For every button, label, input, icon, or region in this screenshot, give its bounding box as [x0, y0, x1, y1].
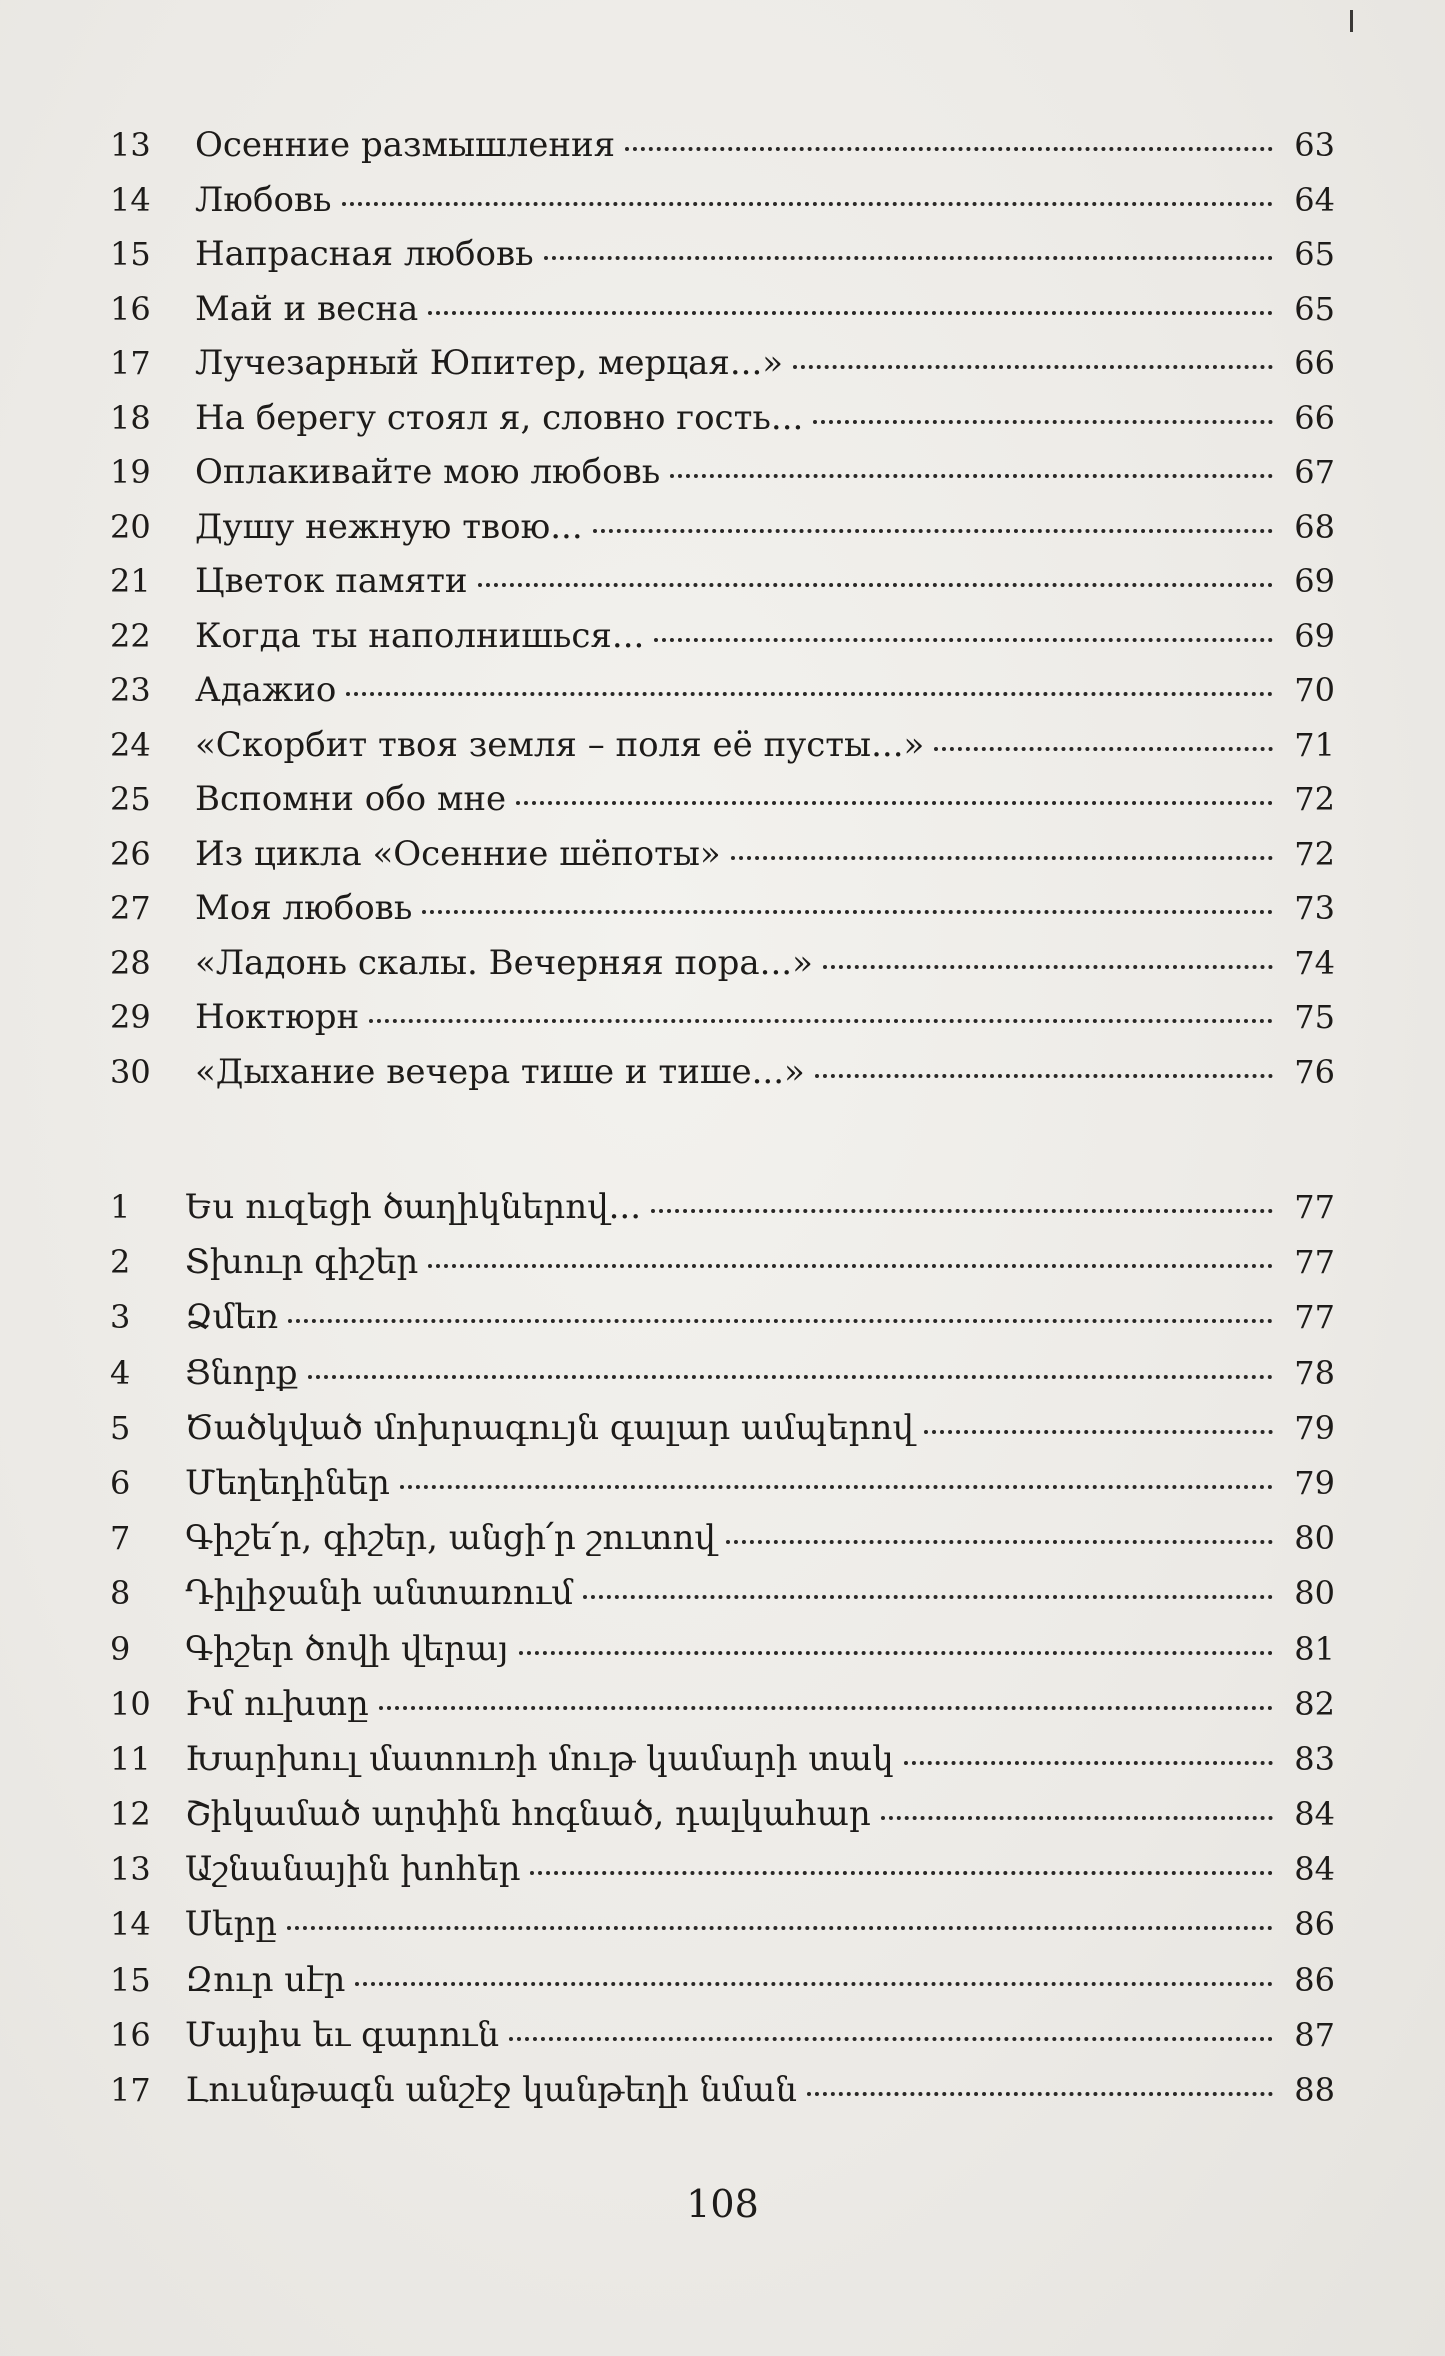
toc-entry-title: Շիկամած արփին հոգնած, դալկահար [185, 1794, 871, 1835]
toc-entry-title: Осенние размышления [195, 125, 616, 165]
toc-entry-title: Զուր սէր [185, 1959, 346, 2000]
toc-entry [110, 179, 1335, 238]
dot-leader [342, 202, 1273, 206]
toc-entry-page: 67 [1294, 453, 1335, 491]
dot-leader [904, 1761, 1273, 1765]
toc-entry-title: «Дыхание вечера тише и тише...» [195, 1051, 805, 1092]
toc-entry-number: 28 [110, 943, 151, 982]
toc-entry-number: 22 [110, 616, 151, 655]
toc-entry-page: 86 [1294, 1960, 1335, 1999]
toc-entry-page: 80 [1294, 1519, 1335, 1558]
toc-entry-number: 15 [110, 235, 151, 273]
toc-entry [110, 1738, 1335, 1797]
toc-entry-title: Оплакивайте мою любовь [195, 452, 661, 492]
dot-leader [346, 692, 1273, 696]
toc-entry [110, 234, 1335, 292]
toc-entry-number: 18 [110, 398, 151, 437]
toc-entry-number: 10 [110, 1684, 151, 1723]
toc-entry [110, 1518, 1335, 1576]
page-number: 108 [686, 2182, 759, 2226]
toc-entry-page: 80 [1294, 1574, 1335, 1613]
dot-leader [934, 747, 1273, 751]
toc-entry-title: Адажио [195, 670, 337, 710]
toc-entry [110, 561, 1335, 619]
toc-entry-title: Սերը [185, 1904, 278, 1945]
dot-leader [807, 2092, 1273, 2096]
toc-entry-number: 19 [110, 453, 151, 491]
toc-entry [110, 1849, 1335, 1907]
toc-entry [110, 670, 1335, 728]
toc-entry-number: 2 [110, 1243, 131, 1282]
toc-entry [110, 1959, 1335, 2018]
toc-entry-number: 15 [110, 1960, 151, 1999]
toc-entry-title: Когда ты наполнишься... [195, 615, 645, 656]
toc-entry-number: 30 [110, 1052, 151, 1091]
toc-entry-number: 4 [110, 1353, 131, 1392]
toc-entry-page: 65 [1294, 235, 1335, 273]
toc-entry-title: Ես ուզեցի ծաղիկներով... [185, 1187, 642, 1227]
toc-entry-number: 7 [110, 1519, 131, 1558]
dot-leader [726, 1540, 1273, 1544]
dot-leader [670, 474, 1273, 478]
toc-entry-title: «Ладонь скалы. Вечерняя пора...» [195, 942, 813, 983]
toc-entry-title: «Скорбит твоя земля – поля её пусты...» [195, 724, 925, 765]
toc-entry-page: 65 [1294, 289, 1335, 328]
toc-entry-title: Լուսնթագն անշէջ կանթեղի նման [185, 2070, 798, 2110]
toc-entry-number: 23 [110, 671, 151, 709]
toc-entry-title: Цветок памяти [195, 561, 468, 601]
toc-entry-title: Գիշեր ծովի վերայ [185, 1628, 509, 1669]
dot-leader [369, 1019, 1273, 1023]
toc-entry-number: 14 [110, 180, 151, 219]
toc-entry-page: 63 [1294, 126, 1335, 164]
toc-entry-number: 6 [110, 1463, 131, 1502]
toc-entry-page: 72 [1294, 780, 1335, 818]
toc-entry [110, 997, 1335, 1055]
toc-entry-page: 86 [1294, 1905, 1335, 1944]
toc-entry-title: Любовь [195, 179, 332, 220]
toc-entry-page: 71 [1294, 725, 1335, 764]
toc-entry-number: 20 [110, 507, 151, 546]
toc-entry-page: 75 [1294, 998, 1335, 1036]
toc-entry-title: Գիշե՛ր, գիշեր, անցի՛ր շուտով [185, 1518, 716, 1559]
toc-entry-title: Խարխուլ մատուռի մութ կամարի տակ [185, 1738, 894, 1779]
page-corner-mark [1350, 10, 1353, 32]
dot-leader [379, 1706, 1273, 1710]
toc-entry [110, 1794, 1335, 1852]
toc-entry [110, 2014, 1335, 2073]
toc-entry-title: Май и весна [195, 288, 419, 329]
toc-entry-page: 69 [1294, 562, 1335, 600]
toc-entry-title: Из цикла «Осенние шёпоты» [195, 833, 721, 874]
toc-entry [110, 1407, 1335, 1466]
toc-entry-page: 66 [1294, 344, 1335, 382]
toc-entry-title: Ծածկված մոխրագույն գալար ամպերով [185, 1407, 914, 1448]
toc-entry-number: 13 [110, 1850, 151, 1889]
dot-leader [813, 420, 1273, 424]
toc-entry [110, 1683, 1335, 1742]
toc-entry-title: Ցնորք [185, 1352, 298, 1393]
toc-entry-page: 88 [1294, 2071, 1335, 2109]
toc-entry-number: 16 [110, 2015, 151, 2054]
toc-entry-number: 13 [110, 126, 151, 164]
dot-leader [355, 1982, 1273, 1986]
toc-entry-page: 84 [1294, 1795, 1335, 1834]
toc-entry [110, 125, 1335, 183]
dot-leader [516, 801, 1273, 805]
toc-entry-page: 76 [1294, 1052, 1335, 1091]
toc-entry [110, 1051, 1335, 1110]
toc-entry-number: 12 [110, 1795, 151, 1834]
toc-entry-title: Աշնանային խոհեր [185, 1849, 521, 1890]
toc-entry-page: 87 [1294, 2015, 1335, 2054]
toc-entry [110, 1573, 1335, 1631]
toc-entry-page: 70 [1294, 671, 1335, 709]
toc-entry-number: 5 [110, 1408, 131, 1447]
toc-entry-title: Իմ ուխտը [185, 1683, 369, 1724]
dot-leader [308, 1375, 1273, 1379]
toc-entry-page: 79 [1294, 1463, 1335, 1502]
toc-entry-number: 27 [110, 889, 151, 927]
dot-leader [593, 529, 1273, 533]
toc-entry-page: 81 [1294, 1629, 1335, 1668]
toc-entry-number: 24 [110, 725, 151, 764]
dot-leader [509, 2037, 1273, 2041]
toc-entry [110, 452, 1335, 510]
toc-entry-title: Տխուր գիշեր [185, 1242, 419, 1283]
dot-leader [625, 147, 1273, 151]
toc-entry-title: Ноктюрн [195, 997, 360, 1037]
toc-entry [110, 1187, 1335, 1245]
toc-entry-page: 74 [1294, 943, 1335, 982]
dot-leader [287, 1926, 1273, 1930]
toc-entry [110, 615, 1335, 674]
toc-entry-title: Դիլիջանի անտառում [185, 1573, 574, 1614]
dot-leader [544, 256, 1273, 260]
dot-leader [793, 365, 1273, 369]
toc-entry [110, 888, 1335, 946]
dot-leader [823, 965, 1273, 969]
toc-entry-title: Ձմեռ [185, 1297, 279, 1338]
toc-entry [110, 1297, 1335, 1355]
toc-entry-page: 79 [1294, 1408, 1335, 1447]
dot-leader [731, 856, 1273, 860]
toc-entry-title: Лучезарный Юпитер, мерцая...» [195, 343, 784, 383]
toc-entry [110, 1352, 1335, 1411]
toc-entry-page: 72 [1294, 834, 1335, 873]
toc-entry [110, 343, 1335, 401]
toc-entry [110, 397, 1335, 456]
toc-entry [110, 942, 1335, 1001]
toc-entry-number: 3 [110, 1298, 131, 1337]
table-of-contents-armenian [110, 1187, 1335, 2128]
toc-entry-title: Напрасная любовь [195, 234, 534, 274]
toc-entry [110, 2070, 1335, 2128]
dot-leader [428, 1264, 1273, 1268]
toc-entry-number: 16 [110, 289, 151, 328]
toc-entry [110, 1628, 1335, 1687]
toc-entry-page: 82 [1294, 1684, 1335, 1723]
dot-leader [422, 910, 1273, 914]
dot-leader [651, 1209, 1273, 1213]
dot-leader [478, 583, 1273, 587]
toc-entry-page: 73 [1294, 889, 1335, 927]
toc-entry [110, 724, 1335, 783]
dot-leader [881, 1816, 1273, 1820]
toc-entry-number: 21 [110, 562, 151, 600]
toc-entry-number: 8 [110, 1574, 131, 1613]
toc-entry-title: На берегу стоял я, словно гость... [195, 397, 804, 438]
toc-entry [110, 779, 1335, 837]
toc-entry-number: 11 [110, 1739, 151, 1778]
toc-entry-number: 14 [110, 1905, 151, 1944]
dot-leader [583, 1595, 1273, 1599]
toc-entry-page: 78 [1294, 1353, 1335, 1392]
dot-leader [400, 1485, 1273, 1489]
toc-entry-page: 77 [1294, 1298, 1335, 1337]
toc-entry-page: 68 [1294, 507, 1335, 546]
toc-entry-page: 66 [1294, 398, 1335, 437]
toc-entry [110, 1462, 1335, 1521]
toc-entry-page: 64 [1294, 180, 1335, 219]
toc-entry-page: 83 [1294, 1739, 1335, 1778]
toc-entry-number: 9 [110, 1629, 131, 1668]
toc-entry [110, 1242, 1335, 1300]
toc-entry-title: Մայիս եւ գարուն [185, 2014, 500, 2055]
toc-entry-title: Вспомни обо мне [195, 779, 507, 819]
toc-entry-number: 25 [110, 780, 151, 818]
dot-leader [428, 311, 1273, 315]
toc-entry-page: 69 [1294, 616, 1335, 655]
dot-leader [530, 1871, 1273, 1875]
toc-entry-number: 17 [110, 2071, 151, 2109]
toc-entry-number: 17 [110, 344, 151, 382]
toc-entry-page: 84 [1294, 1850, 1335, 1889]
toc-entry-title: Մեղեդիներ [185, 1462, 390, 1503]
toc-entry-title: Душу нежную твою... [195, 506, 583, 547]
toc-entry [110, 288, 1335, 347]
dot-leader [288, 1319, 1273, 1323]
toc-entry-number: 1 [110, 1188, 131, 1226]
dot-leader [815, 1074, 1273, 1078]
toc-entry-number: 26 [110, 834, 151, 873]
toc-entry [110, 833, 1335, 892]
toc-entry [110, 1904, 1335, 1962]
toc-entry [110, 506, 1335, 565]
toc-entry-page: 77 [1294, 1243, 1335, 1282]
toc-entry-title: Моя любовь [195, 888, 413, 928]
toc-entry-page: 77 [1294, 1188, 1335, 1226]
table-of-contents-russian [110, 125, 1335, 1109]
dot-leader [519, 1651, 1273, 1655]
toc-entry-number: 29 [110, 998, 151, 1036]
dot-leader [654, 638, 1273, 642]
dot-leader [924, 1430, 1273, 1434]
